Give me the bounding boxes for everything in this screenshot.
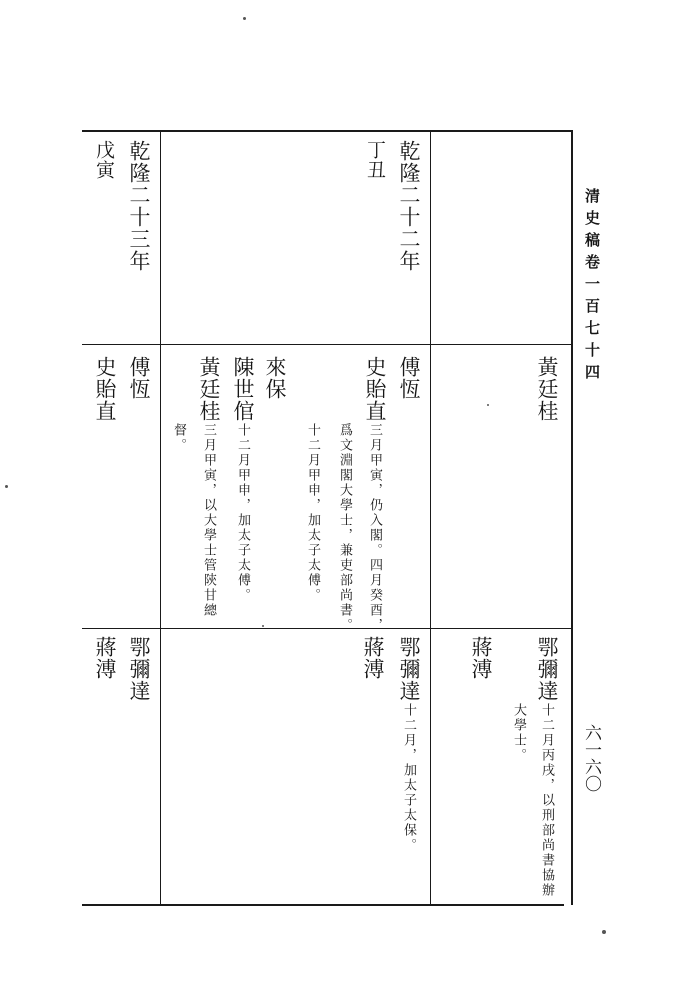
table-top-rule — [82, 130, 572, 132]
prev-ags-name-2: 蔣溥 — [469, 636, 493, 680]
y1757-ags-name-1: 鄂彌達 — [397, 636, 421, 702]
year-ganzhi-1758: 戊寅 — [93, 140, 115, 180]
prev-ags-note-1a: 十二月丙戌，以刑部尚書協辦 — [539, 703, 554, 898]
y1757-ags-note-1a: 十二月，加太子太保。 — [401, 703, 416, 853]
year-ganzhi-1757: 丁丑 — [364, 140, 386, 180]
y1757-gs-note-2a: 三月甲寅，仍入閣。四月癸酉， — [367, 423, 382, 633]
y1758-ags-name-1: 鄂彌達 — [127, 636, 151, 702]
y1758-ags-name-2: 蔣溥 — [93, 636, 117, 680]
prev-ags-note-1b: 大學士。 — [511, 703, 526, 763]
row-divider-2 — [82, 628, 572, 629]
prev-ags-name-1: 鄂彌達 — [535, 636, 559, 702]
table-right-rule — [571, 130, 573, 905]
y1757-ags-name-2: 蔣溥 — [361, 636, 385, 680]
scan-speck — [262, 625, 264, 627]
scan-speck — [5, 485, 8, 488]
scan-speck — [487, 404, 489, 406]
scan-speck — [243, 17, 246, 20]
row-divider-1 — [82, 344, 572, 345]
y1758-gs-name-2: 史貽直 — [93, 356, 117, 422]
year-reign-1757: 乾隆二十二年 — [397, 140, 421, 272]
y1757-gs-note-2b: 爲文淵閣大學士，兼吏部尚書。 — [337, 423, 352, 633]
y1757-gs-name-2: 史貽直 — [363, 356, 387, 422]
y1757-gs-note-5a: 三月甲寅，以大學士管陝甘總 — [201, 423, 216, 618]
y1757-gs-note-4a: 十二月甲申，加太子太傅。 — [235, 423, 250, 603]
page-number: 六一六〇 — [581, 724, 601, 792]
y1757-gs-name-4: 陳世倌 — [231, 356, 255, 422]
running-header: 清史稿卷一百七十四 — [583, 188, 601, 386]
y1757-gs-name-5: 黃廷桂 — [197, 356, 221, 422]
table-bottom-rule — [82, 904, 564, 906]
y1758-gs-name-1: 傅恆 — [127, 356, 151, 400]
y1757-gs-note-5b: 督。 — [171, 423, 186, 453]
y1757-gs-name-3: 來保 — [263, 356, 287, 400]
y1757-gs-note-2c: 十二月甲申，加太子太傅。 — [305, 423, 320, 603]
year-reign-1758: 乾隆二十三年 — [127, 140, 151, 272]
y1757-gs-name-1: 傅恆 — [397, 356, 421, 400]
column-divider-year-1757 — [160, 130, 161, 905]
prev-gs-name-1: 黃廷桂 — [535, 356, 559, 422]
column-divider-prev-year — [430, 130, 431, 905]
scan-speck — [602, 930, 606, 934]
